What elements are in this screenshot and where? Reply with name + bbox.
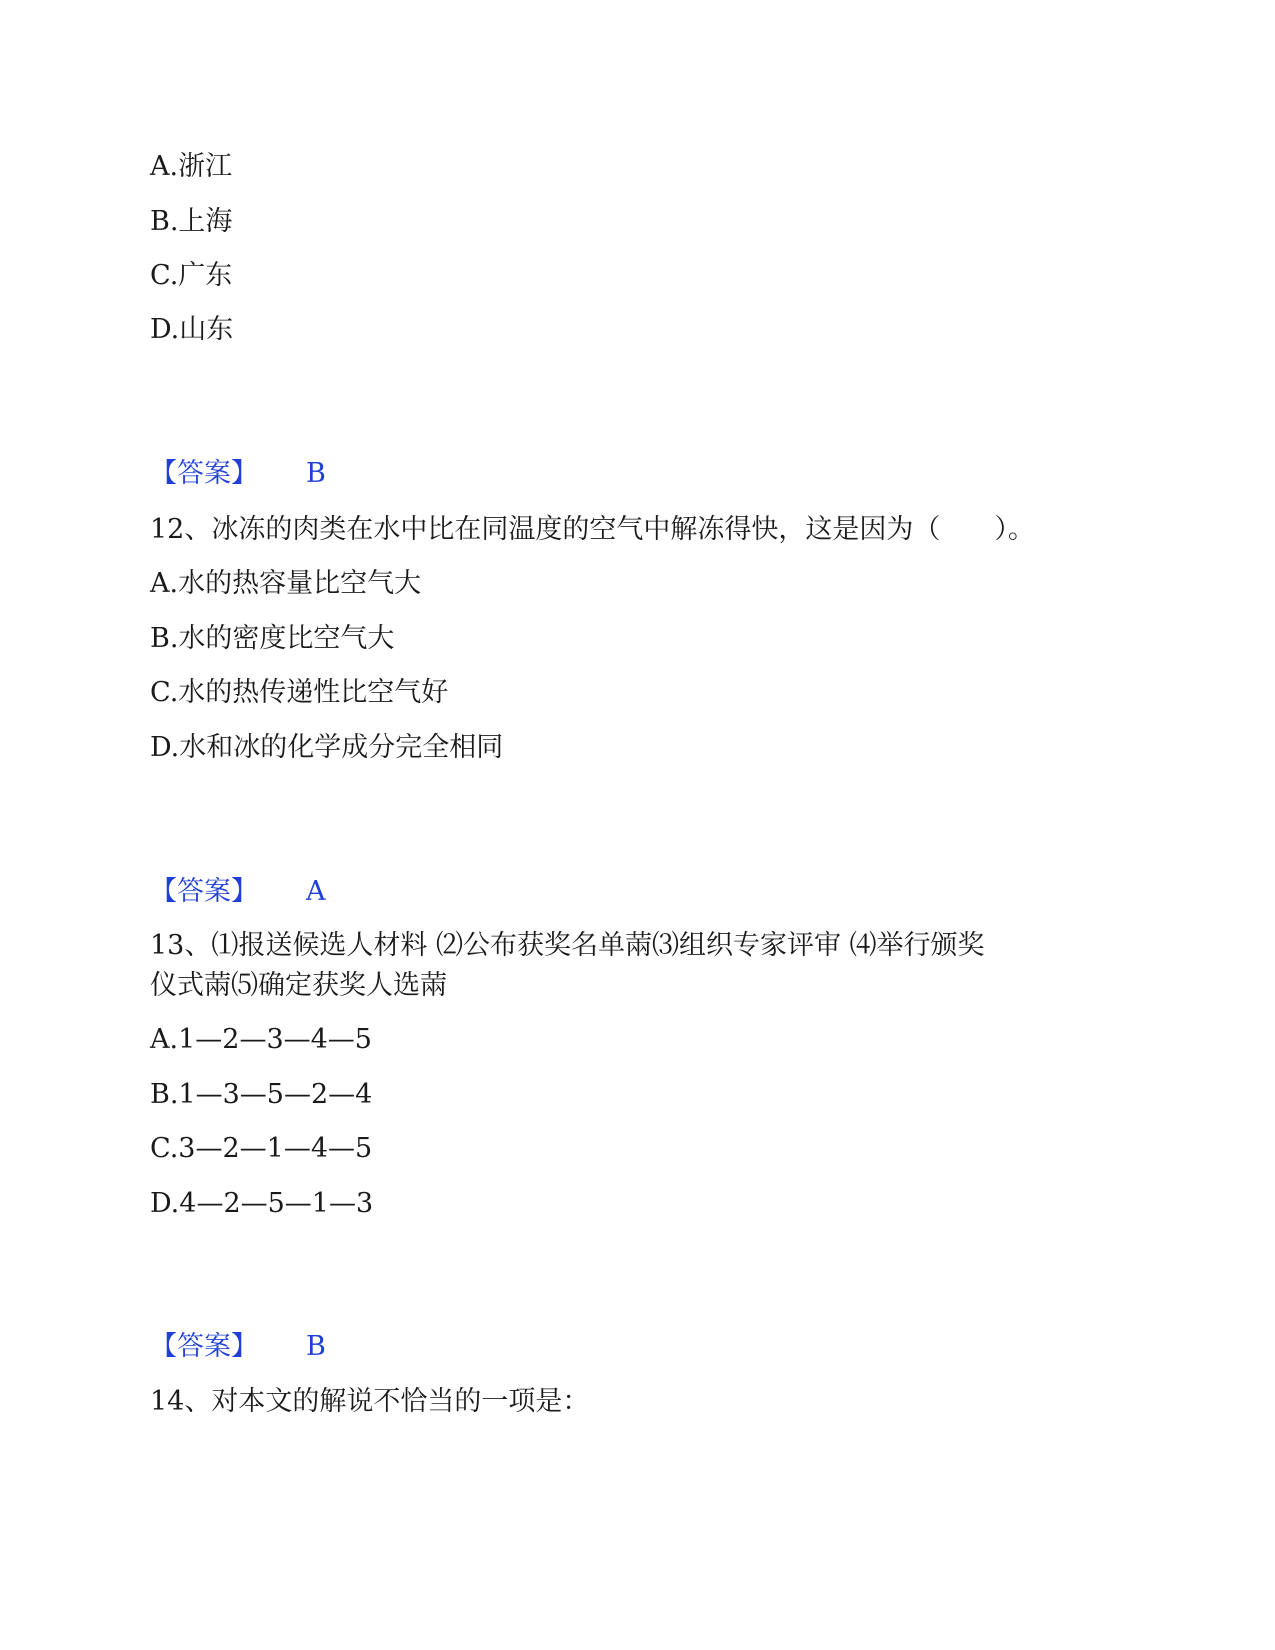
q13-option-b: B.1—3—5—2—4 [150,1079,373,1110]
answer-label: 【答案】 [150,1331,258,1362]
q11-answer [150,458,326,490]
answer-label: 【答案】 [150,876,258,907]
q13-question-line1: 13、⑴报送候选人材料 ⑵公布获奖名单䓣⑶组织专家评审 ⑷举行颁奖 [150,930,985,961]
q11-option-a: A.浙江 [150,151,233,182]
q11-option-d: D.山东 [150,314,234,345]
answer-label: 【答案】 [150,458,258,489]
q12-answer [150,876,326,908]
q13-answer [150,1331,326,1363]
q12-option-a: A.水的热容量比空气大 [150,568,422,599]
q13-option-c: C.3—2—1—4—5 [150,1133,373,1164]
answer-value: B [306,458,326,489]
q13-question-line2: 仪式䓣⑸确定获奖人选䓣 [150,970,447,1001]
q13-option-d: D.4—2—5—1—3 [150,1188,374,1219]
q11-option-c: C.广东 [150,260,233,291]
q12-question: 12、冰冻的肉类在水中比在同温度的空气中解冻得快，这是因为（ ）。 [150,514,1035,545]
answer-value: B [306,1331,326,1362]
q12-option-d: D.水和冰的化学成分完全相同 [150,732,504,763]
q11-option-b: B.上海 [150,206,233,237]
q12-option-b: B.水的密度比空气大 [150,623,395,654]
q14-question: 14、对本文的解说不恰当的一项是： [150,1386,590,1417]
q12-option-c: C.水的热传递性比空气好 [150,677,449,708]
q13-option-a: A.1—2—3—4—5 [150,1024,372,1055]
answer-value: A [306,876,326,907]
